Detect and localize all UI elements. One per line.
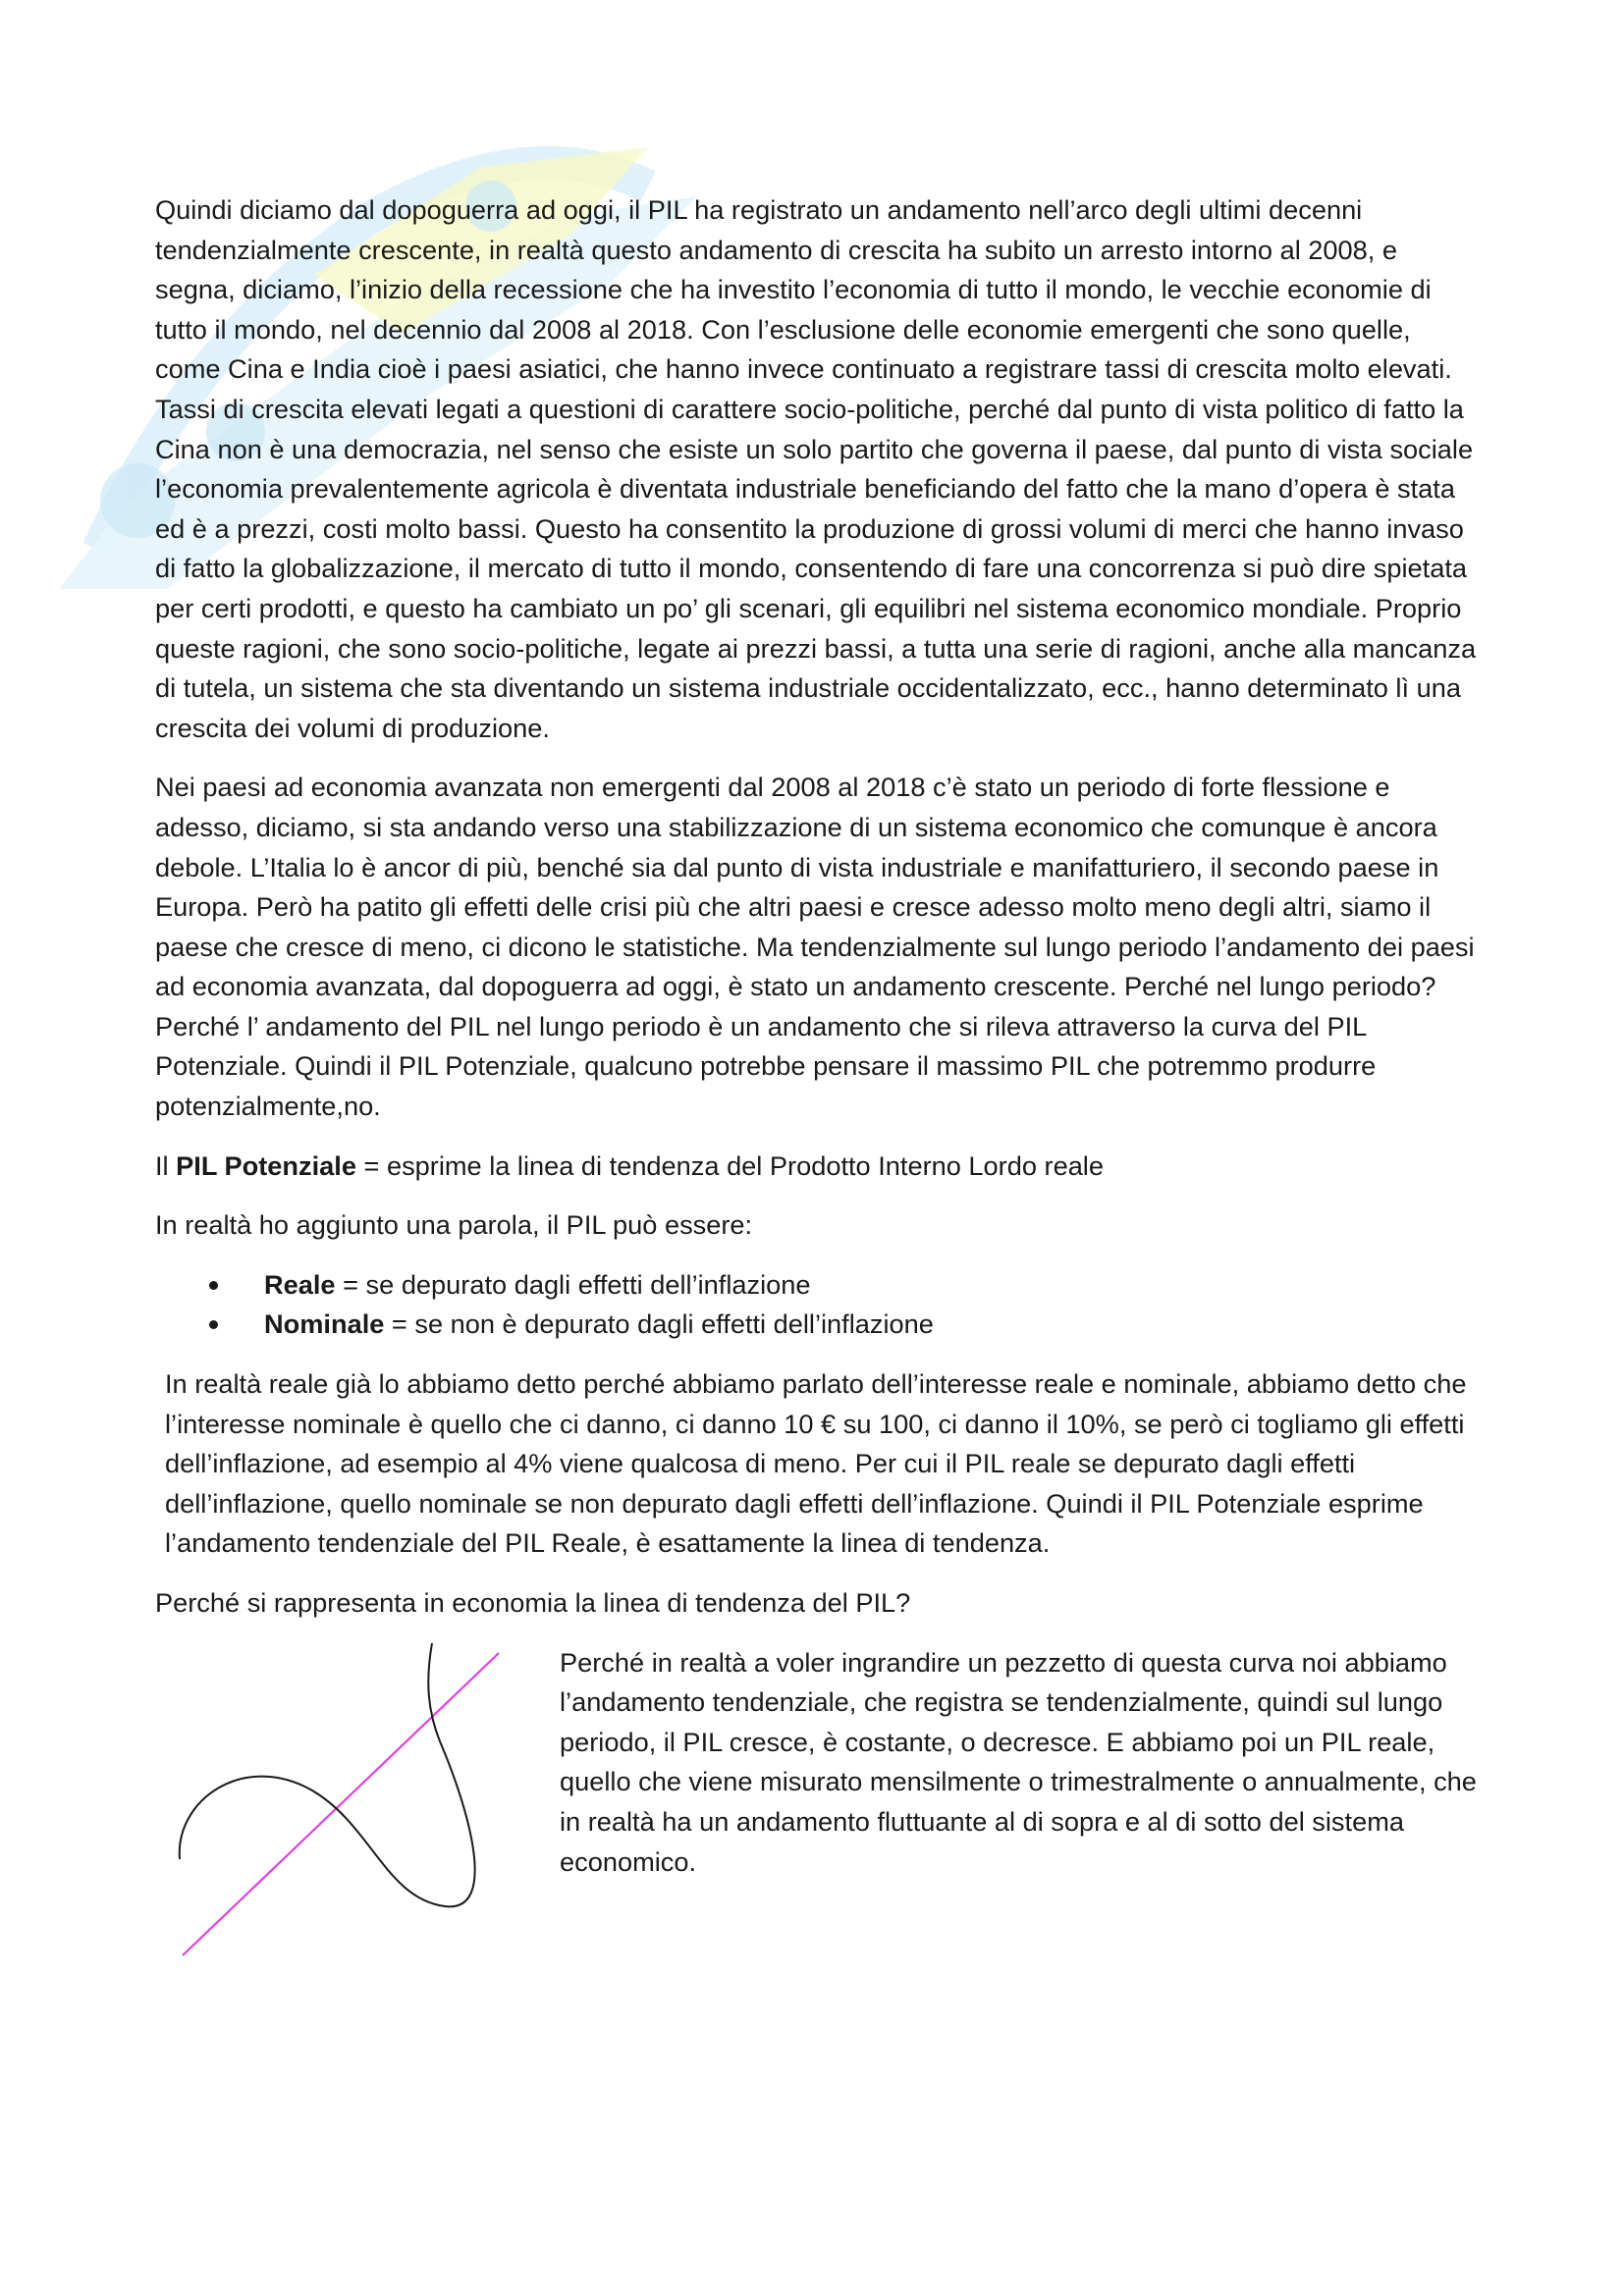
definition-text: = esprime la linea di tendenza del Prodotto Interno Lordo reale	[355, 1149, 1104, 1181]
fluctuating-pil-curve	[180, 1643, 475, 1906]
trend-sketch-figure	[175, 1643, 509, 1967]
definition-term: PIL Potenziale	[176, 1149, 356, 1181]
paragraph-advanced-economies: Nei paesi ad economia avanzata non emergenti dal 2008 al 2018 c’è stato un periodo di forte flessione e adesso, diciamo, si sta andando verso una stabilizzazione di un sistema economico che comunque è ancora debole. L’Italia lo è ancor di più, benché sia dal punto di vista industriale e manifatturiero, il secondo paese in Europa. Però ha patito gli effetti delle crisi più che altri paesi e cresce adesso molto meno degli altri, siamo il paese che cresce di meno, ci dicono le statistiche. Ma tendenzialmente sul lungo periodo l’andamento dei paesi ad economia avanzata, dal dopoguerra ad oggi, è stato un andamento crescente. Perché nel lungo periodo? Perché l’ andamento del PIL nel lungo periodo è un andamento che si rileva attraverso la curva del PIL Potenziale. Quindi il PIL Potenziale, qualcuno potrebbe pensare il massimo PIL che potremmo produrre potenzialmente,no.	[155, 772, 1475, 1122]
list-item-definition: = se non è depurato dagli effetti dell’inflazione	[384, 1308, 934, 1340]
paragraph-pil-potenziale-definition	[155, 1147, 1481, 1187]
list-item	[209, 1305, 1481, 1345]
list-item-definition: = se depurato dagli effetti dell’inflazione	[335, 1268, 811, 1300]
document-body	[155, 190, 1481, 1967]
trend-line	[183, 1653, 499, 1955]
list-item-term: Nominale	[264, 1308, 385, 1340]
list-item	[209, 1265, 1481, 1306]
paragraph-gdp-history: Quindi diciamo dal dopoguerra ad oggi, il PIL ha registrato un andamento nell’arco degli ultimi decenni tendenzialmente crescente, in realtà questo andamento di crescita ha subito un arresto intorno al 2008, e segna, diciamo, l’inizio della recessione che ha investito l’economia di tutto il mondo, le vecchie economie di tutto il mondo, nel decennio dal 2008 al 2018. Con l’esclusione delle economie emergenti che sono quelle, come Cina e India cioè i paesi asiatici, che hanno invece continuato a registrare tassi di crescita molto elevati. Tassi di crescita elevati legati a questioni di carattere socio-politiche, perché dal punto di vista politico di fatto la Cina non è una democrazia, nel senso che esiste un solo partito che governa il paese, dal punto di vista sociale l’economia prevalentemente agricola è diventata industriale beneficiando del fatto che la mano d’opera è stata ed è a prezzi, costi molto bassi. Questo ha consentito la produzione di grossi volumi di merci che hanno invaso di fatto la globalizzazione, il mercato di tutto il mondo, consentendo di fare una concorrenza si può dire spietata per certi prodotti, e questo ha cambiato un po’ gli scenari, gli equilibri nel sistema economico mondiale. Proprio queste ragioni, che sono socio-politiche, legate ai prezzi bassi, a tutta una serie di ragioni, anche alla mancanza di tutela, un sistema che sta diventando un sistema industriale occidentalizzato, ecc., hanno determinato lì una crescita dei volumi di produzione.	[155, 194, 1477, 743]
paragraph-sketch-explanation: Perché in realtà a voler ingrandire un pezzetto di questa curva noi abbiamo l’andamento tendenziale, che registra se tendenzialmente, quindi sul lungo periodo, il PIL cresce, è costante, o decresce. E abbiamo poi un PIL reale, quello che viene misurato mensilmente o trimestralmente o annualmente, che in realtà ha un andamento fluttuante al di sopra e al di sotto del sistema economico.	[560, 1646, 1477, 1877]
paragraph-real-nominal: In realtà reale già lo abbiamo detto perché abbiamo parlato dell’interesse reale e nominale, abbiamo detto che l’interesse nominale è quello che ci danno, ci danno 10 € su 100, ci danno il 10%, se però ci togliamo gli effetti dell’inflazione, ad esempio al 4% viene qualcosa di meno. Per cui il PIL reale se depurato dagli effetti dell’inflazione, quello nominale se non depurato dagli effetti dell’inflazione. Quindi il PIL Potenziale esprime l’andamento tendenziale del PIL Reale, è esattamente la linea di tendenza.	[165, 1368, 1467, 1559]
pil-types-list	[155, 1265, 1481, 1345]
list-item-term: Reale	[264, 1268, 336, 1300]
sketch-section	[155, 1643, 1481, 1967]
paragraph-question: Perché si rappresenta in economia la linea di tendenza del PIL?	[155, 1587, 911, 1618]
definition-prefix: Il	[155, 1149, 177, 1181]
paragraph-pil-types-intro: In realtà ho aggiunto una parola, il PIL può essere:	[155, 1209, 753, 1241]
